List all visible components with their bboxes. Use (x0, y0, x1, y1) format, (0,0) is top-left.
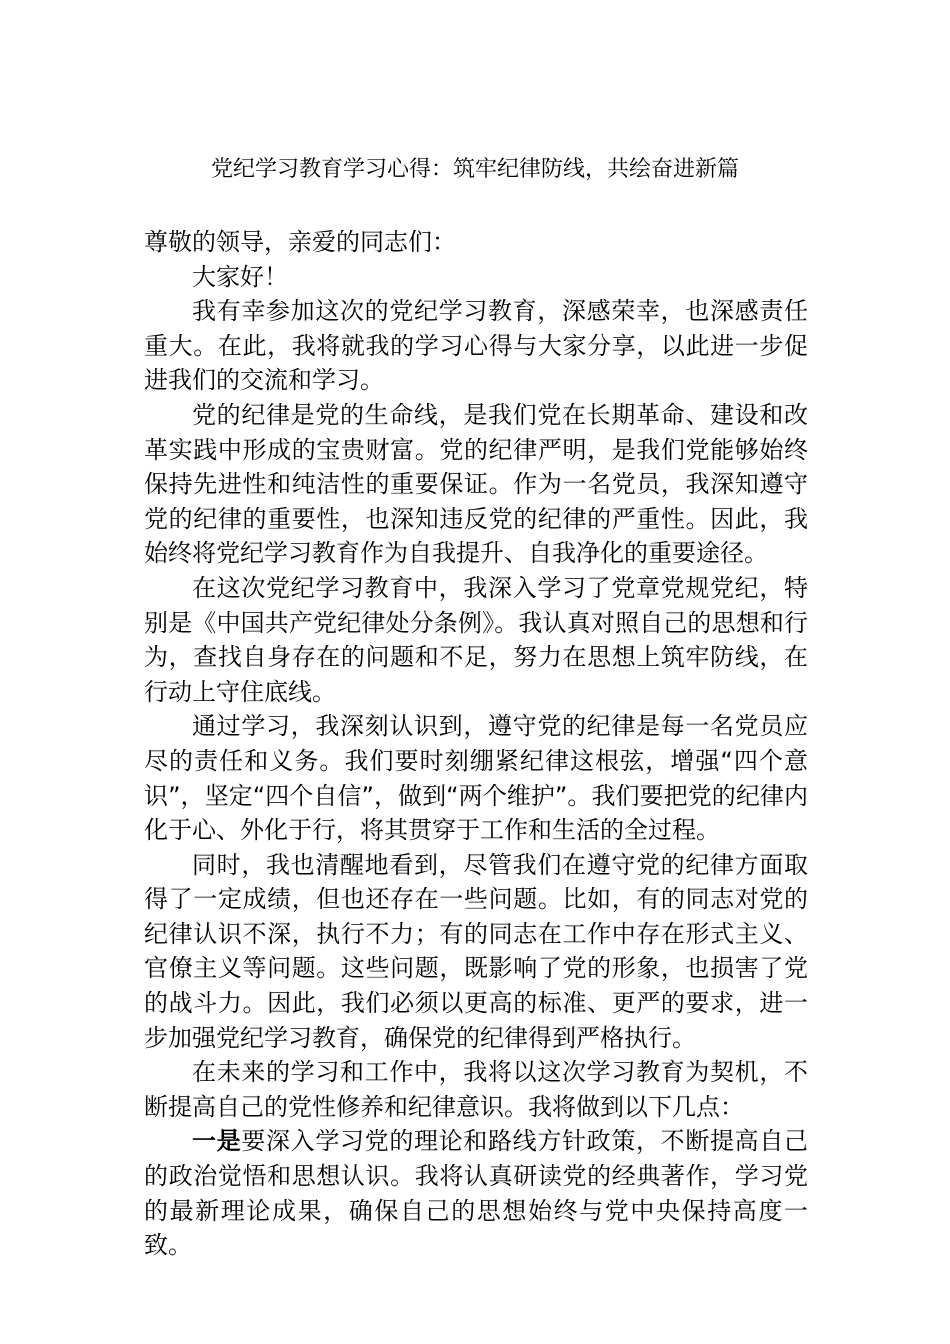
paragraph-5: 同时，我也清醒地看到，尽管我们在遵守党的纪律方面取得了一定成绩，但也还存在一些问题。比如，有的同志对党的纪律认识不深，执行不力；有的同志在工作中存在形式主义、官僚主义等问题。这些问题，既影响了党的形象，也损害了党的战斗力。因此，我们必须以更高的标准、更严的要求，进一步加强党纪学习教育，确保党的纪律得到严格执行。 (144, 850, 808, 1052)
greeting: 大家好！ (192, 262, 288, 291)
paragraph-2: 党的纪律是党的生命线，是我们党在长期革命、建设和改革实践中形成的宝贵财富。党的纪律严明，是我们党能够始终保持先进性和纯洁性的重要保证。作为一名党员，我深知遵守党的纪律的重要性，也深知违反党的纪律的严重性。因此，我始终将党纪学习教育作为自我提升、自我净化的重要途径。 (144, 400, 808, 568)
paragraph-6: 在未来的学习和工作中，我将以这次学习教育为契机，不断提高自己的党性修养和纪律意识。我将做到以下几点： (144, 1058, 808, 1121)
paragraph-1: 我有幸参加这次的党纪学习教育，深感荣幸，也深感责任重大。在此，我将就我的学习心得与大家分享，以此进一步促进我们的交流和学习。 (144, 297, 808, 395)
paragraph-3: 在这次党纪学习教育中，我深入学习了党章党规党纪，特别是《中国共产党纪律处分条例》。我认真对照自己的思想和行为，查找自身存在的问题和不足，努力在思想上筑牢防线，在行动上守住底线。 (144, 573, 808, 706)
paragraph-4: 通过学习，我深刻认识到，遵守党的纪律是每一名党员应尽的责任和义务。我们要时刻绷紧纪律这根弦，增强“四个意识”，坚定“四个自信”，做到“两个维护”。我们要把党的纪律内化于心、外化于行，将其贯穿于工作和生活的全过程。 (144, 712, 808, 845)
document-body (144, 225, 808, 1263)
salutation: 尊敬的领导，亲爱的同志们： (144, 228, 456, 256)
point-one-lead: 一是 (192, 1127, 242, 1156)
point-one-text: 要深入学习党的理论和路线方针政策，不断提高自己的政治觉悟和思想认识。我将认真研读党的经典著作，学习党的最新理论成果，确保自己的思想始终与党中央保持高度一致。 (144, 1127, 809, 1260)
document-title: 党纪学习教育学习心得：筑牢纪律防线，共绘奋进新篇 (210, 157, 739, 182)
paragraph-point-one (144, 1124, 808, 1262)
